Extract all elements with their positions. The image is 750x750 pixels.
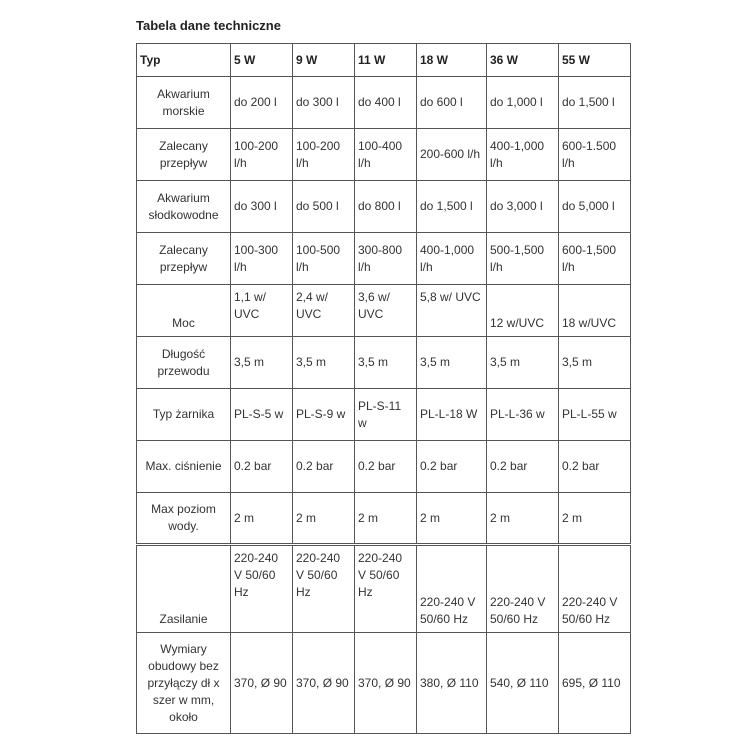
- table-row: [137, 389, 631, 441]
- table-cell: 2 m: [293, 493, 355, 545]
- table-cell: 5,8 w/ UVC: [417, 285, 487, 337]
- row-label: Max poziom wody.: [137, 493, 231, 545]
- table-cell: 220-240 V 50/60 Hz: [231, 545, 293, 633]
- row-label: Zalecany przepływ: [137, 233, 231, 285]
- table-cell: 0.2 bar: [487, 441, 559, 493]
- table-row: [137, 77, 631, 129]
- table-cell: 695, Ø 110: [559, 633, 631, 734]
- table-cell: 2,4 w/ UVC: [293, 285, 355, 337]
- header-cell: Typ: [137, 44, 231, 77]
- table-cell: PL-L-18 W: [417, 389, 487, 441]
- table-row: [137, 181, 631, 233]
- table-cell: 3,5 m: [487, 337, 559, 389]
- table-cell: do 200 l: [231, 77, 293, 129]
- row-label: Akwarium słodkowodne: [137, 181, 231, 233]
- row-label: Zalecany przepływ: [137, 129, 231, 181]
- table-cell: 380, Ø 110: [417, 633, 487, 734]
- table-cell: do 800 l: [355, 181, 417, 233]
- table-cell: 370, Ø 90: [293, 633, 355, 734]
- table-row: [137, 441, 631, 493]
- table-cell: do 5,000 l: [559, 181, 631, 233]
- table-cell: 100-500 l/h: [293, 233, 355, 285]
- table-cell: 3,5 m: [355, 337, 417, 389]
- header-cell: 55 W: [559, 44, 631, 77]
- table-cell: 600-1.500 l/h: [559, 129, 631, 181]
- table-cell: 0.2 bar: [231, 441, 293, 493]
- table-cell: 220-240 V 50/60 Hz: [487, 545, 559, 633]
- row-label: Akwarium morskie: [137, 77, 231, 129]
- table-row: [137, 233, 631, 285]
- table-cell: PL-S-9 w: [293, 389, 355, 441]
- row-label: Moc: [137, 285, 231, 337]
- table-cell: 100-200 l/h: [231, 129, 293, 181]
- table-title: Tabela dane techniczne: [136, 18, 281, 33]
- row-label: Max. ciśnienie: [137, 441, 231, 493]
- table-cell: 12 w/UVC: [487, 285, 559, 337]
- table-cell: PL-S-5 w: [231, 389, 293, 441]
- table-cell: 2 m: [487, 493, 559, 545]
- table-cell: 2 m: [231, 493, 293, 545]
- table-row: [137, 337, 631, 389]
- table-cell: do 600 l: [417, 77, 487, 129]
- table-cell: 200-600 l/h: [417, 129, 487, 181]
- table-cell: 220-240 V 50/60 Hz: [293, 545, 355, 633]
- table-cell: 220-240 V 50/60 Hz: [355, 545, 417, 633]
- table-cell: 1,1 w/ UVC: [231, 285, 293, 337]
- table-cell: 3,5 m: [293, 337, 355, 389]
- table-cell: 0.2 bar: [293, 441, 355, 493]
- table-cell: PL-S-11 w: [355, 389, 417, 441]
- table-row: [137, 545, 631, 633]
- table-cell: 220-240 V 50/60 Hz: [559, 545, 631, 633]
- header-row: [137, 44, 631, 77]
- table-cell: do 300 l: [231, 181, 293, 233]
- table-row: [137, 633, 631, 734]
- table-cell: 100-300 l/h: [231, 233, 293, 285]
- header-cell: 36 W: [487, 44, 559, 77]
- table-cell: 370, Ø 90: [355, 633, 417, 734]
- table-cell: 3,5 m: [231, 337, 293, 389]
- table-cell: do 1,500 l: [417, 181, 487, 233]
- table-cell: 3,6 w/ UVC: [355, 285, 417, 337]
- table-cell: 2 m: [355, 493, 417, 545]
- table-row: [137, 493, 631, 545]
- table-cell: do 3,000 l: [487, 181, 559, 233]
- row-label: Wymiary obudowy bez przyłączy dł x szer w mm, około: [137, 633, 231, 734]
- table-cell: 18 w/UVC: [559, 285, 631, 337]
- tech-spec-table: [136, 43, 631, 734]
- table-cell: 2 m: [417, 493, 487, 545]
- header-cell: 9 W: [293, 44, 355, 77]
- table-cell: do 1,000 l: [487, 77, 559, 129]
- table-cell: do 400 l: [355, 77, 417, 129]
- table-cell: PL-L-55 w: [559, 389, 631, 441]
- table-cell: 300-800 l/h: [355, 233, 417, 285]
- table-cell: 0.2 bar: [417, 441, 487, 493]
- table-cell: PL-L-36 w: [487, 389, 559, 441]
- table-cell: 0.2 bar: [559, 441, 631, 493]
- table-cell: 0.2 bar: [355, 441, 417, 493]
- table-cell: 3,5 m: [559, 337, 631, 389]
- table-cell: 500-1,500 l/h: [487, 233, 559, 285]
- table-cell: do 300 l: [293, 77, 355, 129]
- table-row: [137, 129, 631, 181]
- table-cell: do 500 l: [293, 181, 355, 233]
- row-label: Zasilanie: [137, 545, 231, 633]
- header-cell: 11 W: [355, 44, 417, 77]
- table-cell: 3,5 m: [417, 337, 487, 389]
- table-cell: do 1,500 l: [559, 77, 631, 129]
- header-cell: 18 W: [417, 44, 487, 77]
- table-cell: 100-400 l/h: [355, 129, 417, 181]
- table-cell: 400-1,000 l/h: [417, 233, 487, 285]
- row-label: Długość przewodu: [137, 337, 231, 389]
- table-cell: 600-1,500 l/h: [559, 233, 631, 285]
- table-row: [137, 285, 631, 337]
- table-cell: 540, Ø 110: [487, 633, 559, 734]
- header-cell: 5 W: [231, 44, 293, 77]
- row-label: Typ żarnika: [137, 389, 231, 441]
- table-cell: 2 m: [559, 493, 631, 545]
- table-cell: 100-200 l/h: [293, 129, 355, 181]
- table-cell: 400-1,000 l/h: [487, 129, 559, 181]
- table-cell: 220-240 V 50/60 Hz: [417, 545, 487, 633]
- table-cell: 370, Ø 90: [231, 633, 293, 734]
